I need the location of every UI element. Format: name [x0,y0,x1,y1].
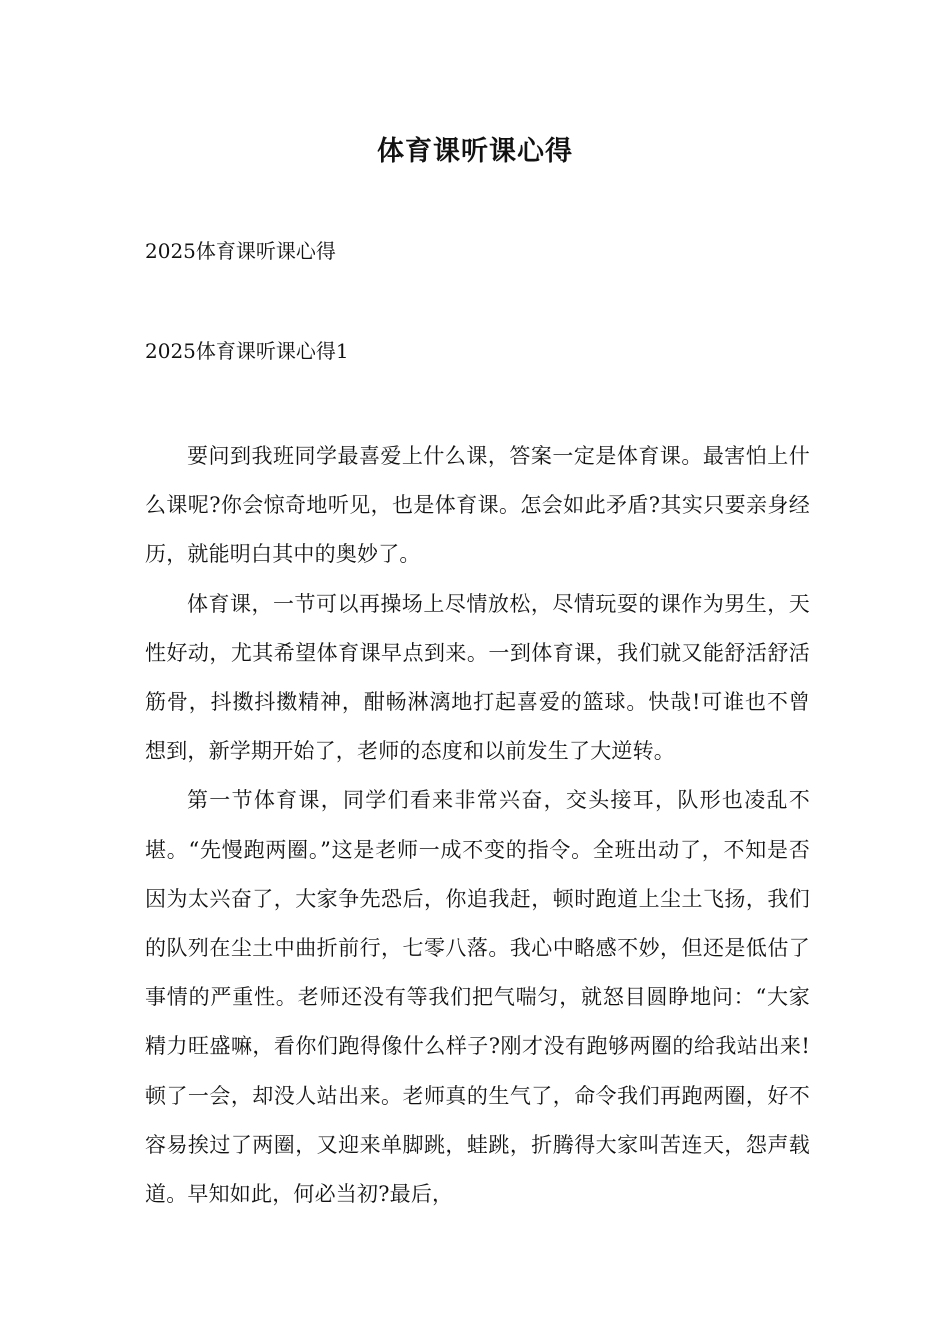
paragraph: 要问到我班同学最喜爱上什么课，答案一定是体育课。最害怕上什么课呢?你会惊奇地听见，也是体育课。怎会如此矛盾?其实只要亲身经历，就能明白其中的奥妙了。 [145,444,810,567]
section-heading: 2025体育课听课心得1 [145,339,349,363]
document-title: 体育课听课心得 [377,136,573,167]
document-subtitle: 2025体育课听课心得 [145,239,336,263]
paragraph: 第一节体育课，同学们看来非常兴奋，交头接耳，队形也凌乱不堪。“先慢跑两圈。”这是老师一成不变的指令。全班出动了，不知是否因为太兴奋了，大家争先恐后，你追我赶，顿时跑道上尘土飞扬，我们的队列在尘土中曲折前行，七零八落。我心中略感不妙，但还是低估了事情的严重性。老师还没有等我们把气喘匀，就怒目圆睁地问：“大家精力旺盛嘛，看你们跑得像什么样子?刚才没有跑够两圈的给我站出来!顿了一会，却没人站出来。老师真的生气了，命令我们再跑两圈，好不容易挨过了两圈，又迎来单脚跳，蛙跳，折腾得大家叫苦连天，怨声载道。早知如此，何必当初?最后， [145,788,810,1207]
paragraph: 体育课，一节可以再操场上尽情放松，尽情玩耍的课作为男生，天性好动，尤其希望体育课早点到来。一到体育课，我们就又能舒活舒活筋骨，抖擞抖擞精神，酣畅淋漓地打起喜爱的篮球。快哉!可谁也不曾想到，新学期开始了，老师的态度和以前发生了大逆转。 [145,591,810,764]
document-body [145,432,810,1219]
